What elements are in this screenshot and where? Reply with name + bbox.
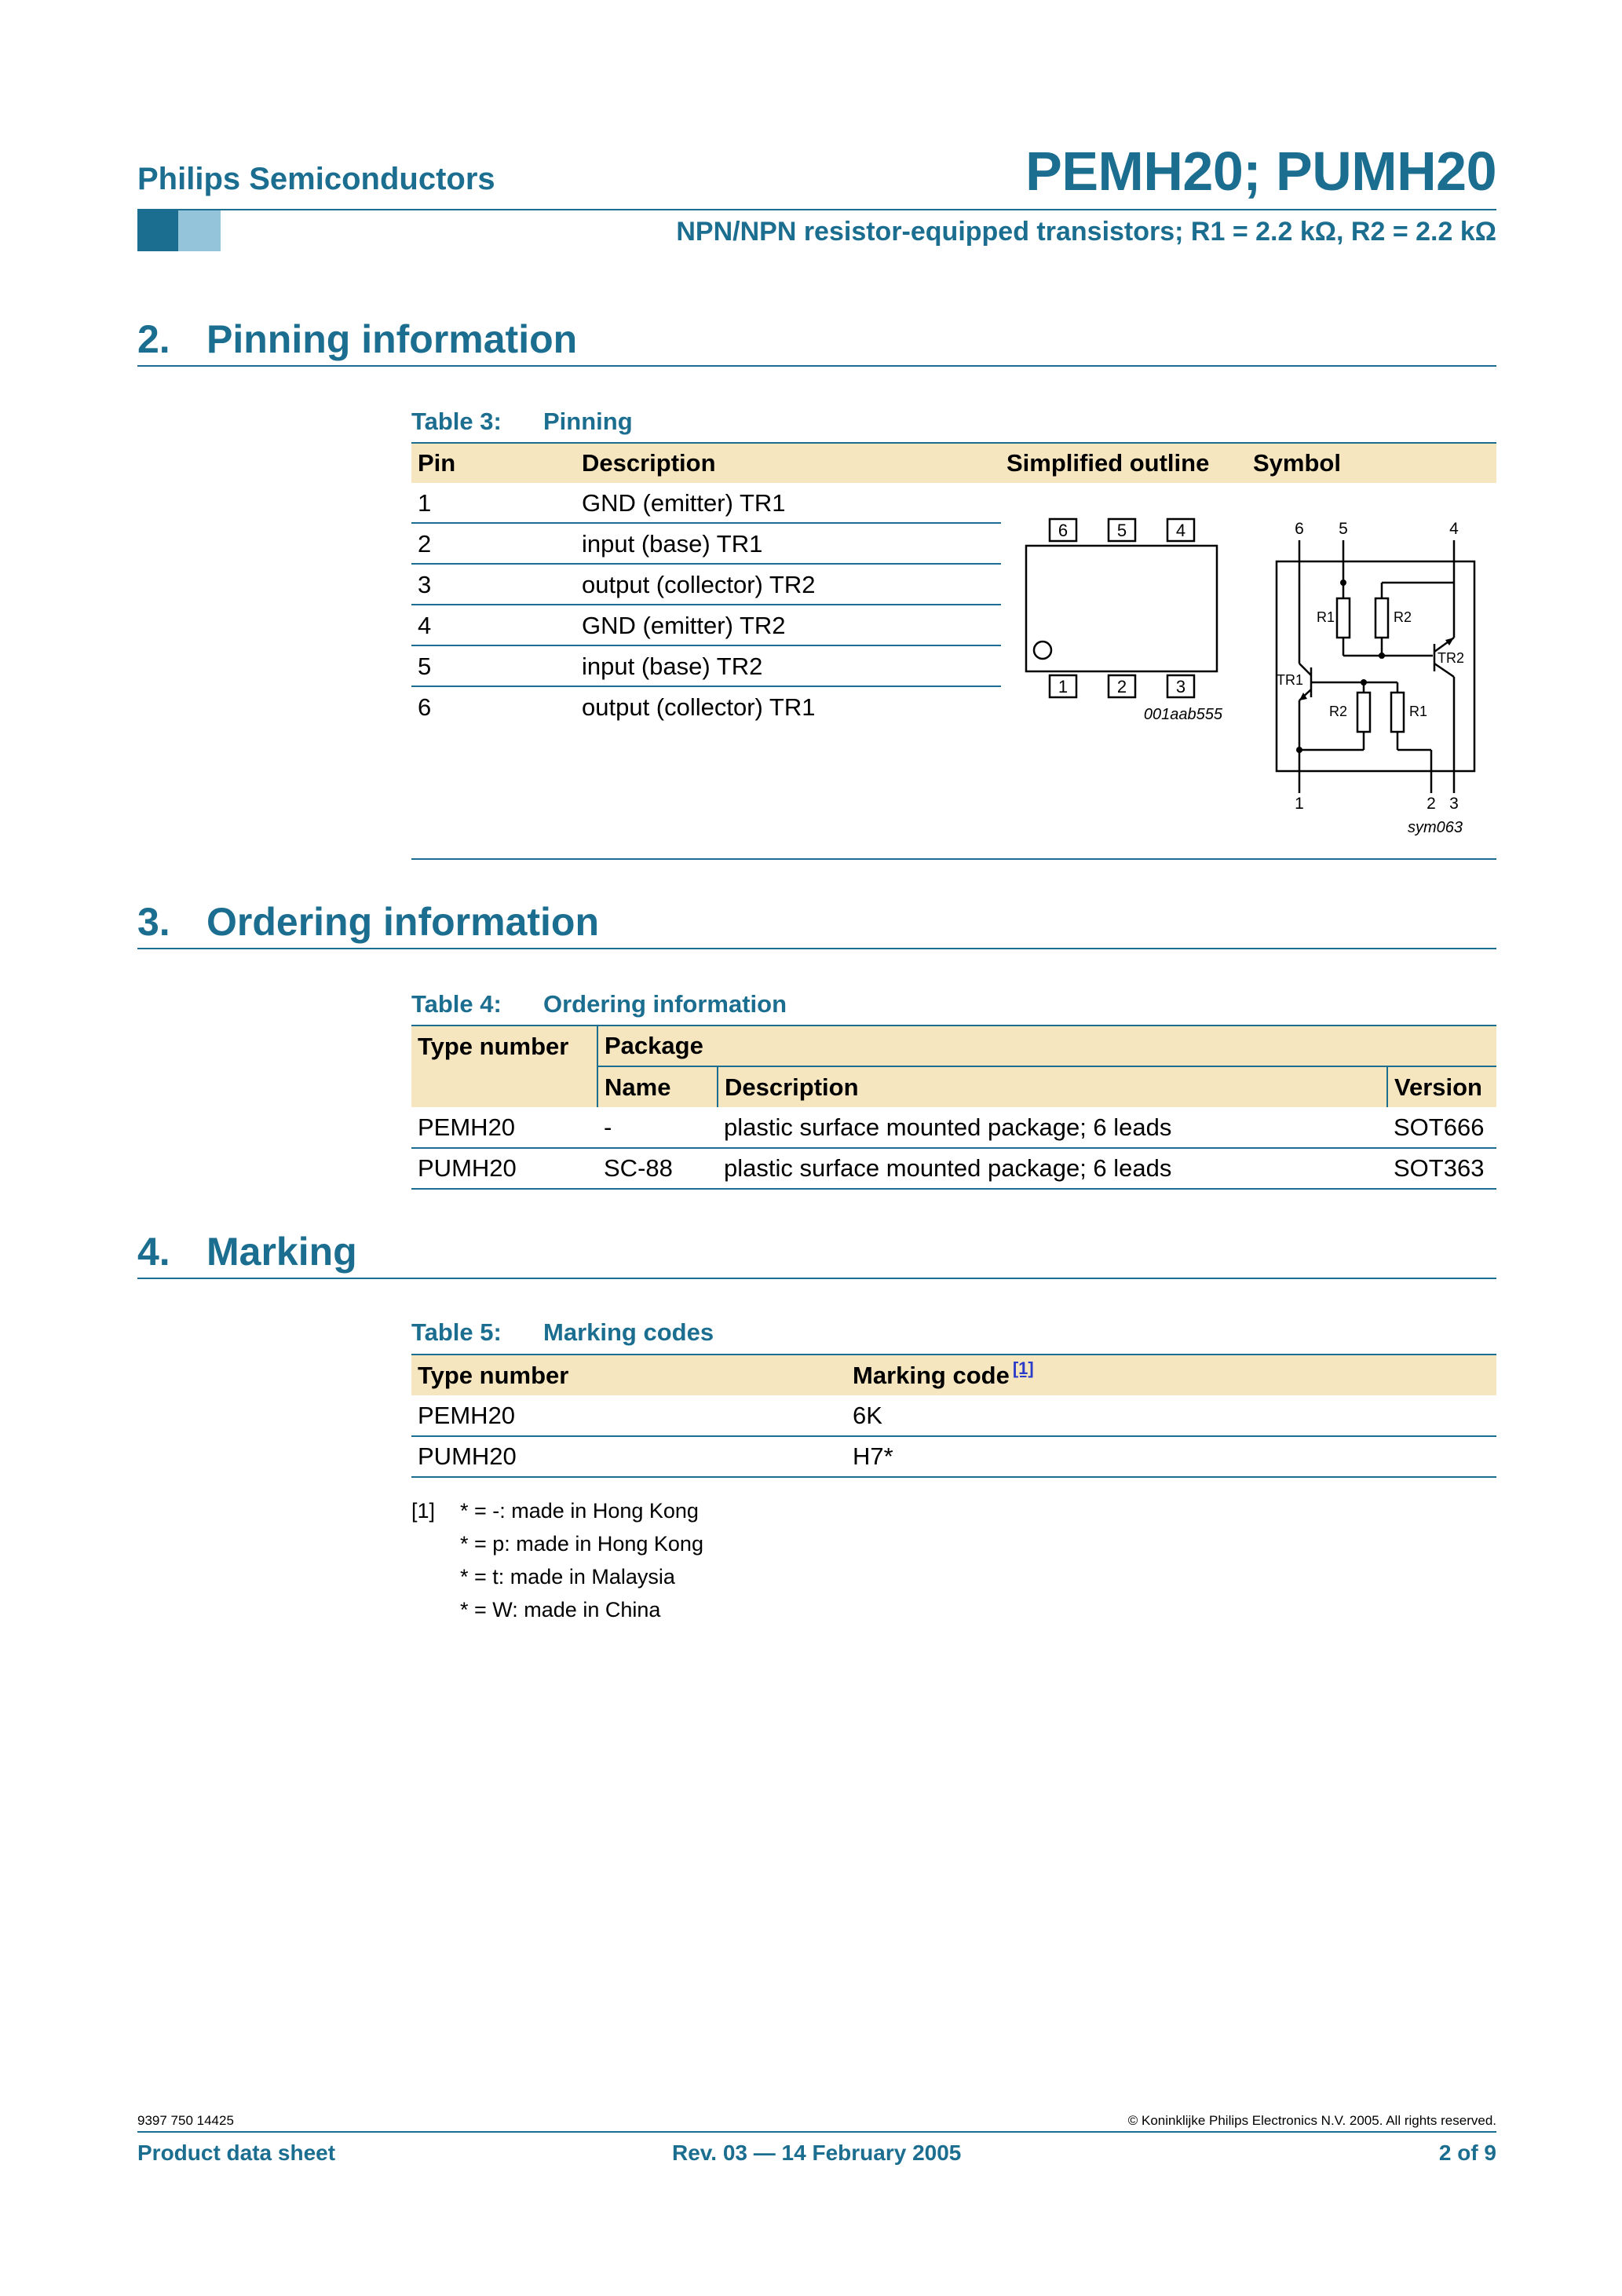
component-label: R2: [1329, 704, 1348, 719]
marking-code: H7*: [846, 1436, 1496, 1477]
section-heading-pinning: [137, 316, 1496, 367]
pin-number: 4: [418, 612, 432, 639]
col-header-marking-code: [846, 1355, 1496, 1395]
section-number: 4.: [137, 1230, 170, 1274]
pinning-table-header: [411, 442, 1496, 483]
col-header-pin: Pin: [418, 449, 456, 477]
pin1-marker: [1034, 642, 1051, 659]
component-label: TR2: [1438, 650, 1465, 666]
footnote-line: * = W: made in China: [460, 1598, 661, 1621]
section-heading-marking: [137, 1229, 1496, 1279]
symbol-pin-label: 6: [1295, 520, 1304, 538]
col-header-name: Name: [597, 1066, 718, 1107]
symbol-pin-label: 3: [1449, 795, 1459, 813]
col-header-version: Version: [1387, 1066, 1496, 1107]
section-title: Ordering information: [206, 900, 599, 944]
table-row: [411, 524, 1001, 565]
table-number: Table 3:: [411, 408, 502, 435]
table-caption: Ordering information: [543, 990, 787, 1018]
brand-block-light: [178, 210, 221, 251]
pin-number: 2: [418, 530, 432, 558]
table-caption: Marking codes: [543, 1318, 714, 1346]
table-number: Table 5:: [411, 1318, 502, 1346]
footnote-line: * = t: made in Malaysia: [460, 1565, 675, 1589]
pin-description: GND (emitter) TR1: [582, 489, 786, 517]
table-row: [411, 1148, 1496, 1189]
pin-description: input (base) TR1: [582, 530, 763, 558]
outline-pin-label: 6: [1058, 521, 1069, 540]
document-subtitle: NPN/NPN resistor-equipped transistors; R1 = 2.2 kΩ, R2 = 2.2 kΩ: [676, 217, 1496, 247]
package-version: SOT363: [1387, 1148, 1496, 1189]
footnote-lines: [460, 1494, 703, 1626]
header-rule: [137, 209, 1496, 210]
ordering-table: [411, 1025, 1496, 1190]
package-name: -: [597, 1107, 718, 1148]
component-label: R1: [1409, 704, 1428, 719]
company-name: Philips Semiconductors: [137, 162, 495, 196]
section-title: Marking: [206, 1230, 357, 1274]
section-title: Pinning information: [206, 317, 578, 361]
package-version: SOT666: [1387, 1107, 1496, 1148]
marking-table: [411, 1354, 1496, 1478]
copyright-notice: © Koninklijke Philips Electronics N.V. 2005. All rights reserved.: [1127, 2113, 1496, 2128]
pin-number: 3: [418, 571, 432, 598]
package-name: SC-88: [597, 1148, 718, 1189]
outline-pin-label: 1: [1058, 677, 1069, 696]
col-header-description: Description: [718, 1066, 1387, 1107]
document-type: Product data sheet: [137, 2141, 336, 2165]
resistor-r2-tr2: [1375, 598, 1388, 638]
footnote-link[interactable]: [1]: [1012, 1358, 1034, 1378]
footnote-line: * = -: made in Hong Kong: [460, 1499, 699, 1523]
section-number: 2.: [137, 317, 170, 361]
footer-rule: [137, 2131, 1496, 2133]
table-row: [411, 483, 1001, 524]
table-caption-pinning: [411, 408, 633, 436]
outline-pin-label: 4: [1175, 521, 1186, 540]
symbol-outline: [1277, 561, 1474, 771]
type-number: PUMH20: [411, 1436, 846, 1477]
col-header-description: Description: [582, 449, 716, 477]
table-row: [411, 565, 1001, 605]
table-row: [411, 646, 1001, 687]
figure-code: sym063: [1407, 819, 1463, 836]
component-label: R1: [1317, 609, 1335, 625]
resistor-r1-tr2: [1391, 693, 1404, 732]
pin-number: 6: [418, 693, 432, 721]
package-description: plastic surface mounted package; 6 leads: [718, 1107, 1387, 1148]
table-row: [411, 1395, 1496, 1436]
col-header-outline: Simplified outline: [1006, 449, 1210, 477]
component-label: R2: [1394, 609, 1412, 625]
table-row: [411, 1436, 1496, 1477]
brand-block-dark: [137, 210, 178, 251]
type-number: PUMH20: [411, 1148, 597, 1189]
page-number: 2 of 9: [1438, 2141, 1496, 2165]
pin-description: GND (emitter) TR2: [582, 612, 786, 639]
document-number: 9397 750 14425: [137, 2113, 234, 2128]
symbol-pin-label: 5: [1339, 520, 1348, 538]
package-description: plastic surface mounted package; 6 leads: [718, 1148, 1387, 1189]
col-header-symbol: Symbol: [1253, 449, 1341, 477]
footnote-ref: [1]: [411, 1499, 436, 1523]
type-number: PEMH20: [411, 1107, 597, 1148]
section-number: 3.: [137, 900, 170, 944]
pin-number: 5: [418, 653, 432, 680]
revision-info: Rev. 03 — 14 February 2005: [672, 2141, 962, 2165]
table-bottom-rule: [411, 858, 1496, 860]
section-heading-ordering: [137, 899, 1496, 949]
table-row: [411, 1107, 1496, 1148]
component-label: TR1: [1277, 672, 1304, 688]
outline-pin-label: 5: [1116, 521, 1127, 540]
symbol-pin-label: 4: [1449, 520, 1459, 538]
symbol-pin-label: 1: [1295, 795, 1304, 813]
resistor-r1-tr1: [1337, 598, 1350, 638]
table-row: [411, 687, 1001, 728]
pin-number: 1: [418, 489, 432, 517]
pin-description: output (collector) TR2: [582, 571, 816, 598]
figure-code: 001aab555: [1143, 706, 1222, 723]
circuit-symbol-diagram: [1268, 510, 1496, 848]
marking-code-label: Marking code: [853, 1361, 1010, 1389]
document-title: PEMH20; PUMH20: [1025, 141, 1496, 202]
pin-description: input (base) TR2: [582, 653, 763, 680]
outline-pin-label: 3: [1175, 677, 1186, 696]
footnote-line: * = p: made in Hong Kong: [460, 1532, 703, 1556]
package-body: [1026, 546, 1217, 671]
outline-pin-label: 2: [1116, 677, 1127, 696]
table-caption: Pinning: [543, 408, 633, 435]
col-header-package: Package: [597, 1026, 1496, 1066]
symbol-pin-label: 2: [1427, 795, 1436, 813]
table-caption-ordering: [411, 990, 787, 1018]
package-outline-diagram: [1017, 510, 1237, 730]
col-header-type-number: Type number: [411, 1355, 846, 1395]
resistor-r2-tr1: [1357, 693, 1370, 732]
marking-code: 6K: [846, 1395, 1496, 1436]
pin-description: output (collector) TR1: [582, 693, 816, 721]
col-header-type-number: Type number: [411, 1026, 597, 1107]
type-number: PEMH20: [411, 1395, 846, 1436]
table-row: [411, 605, 1001, 646]
table-number: Table 4:: [411, 990, 502, 1018]
table-caption-marking: [411, 1318, 714, 1347]
